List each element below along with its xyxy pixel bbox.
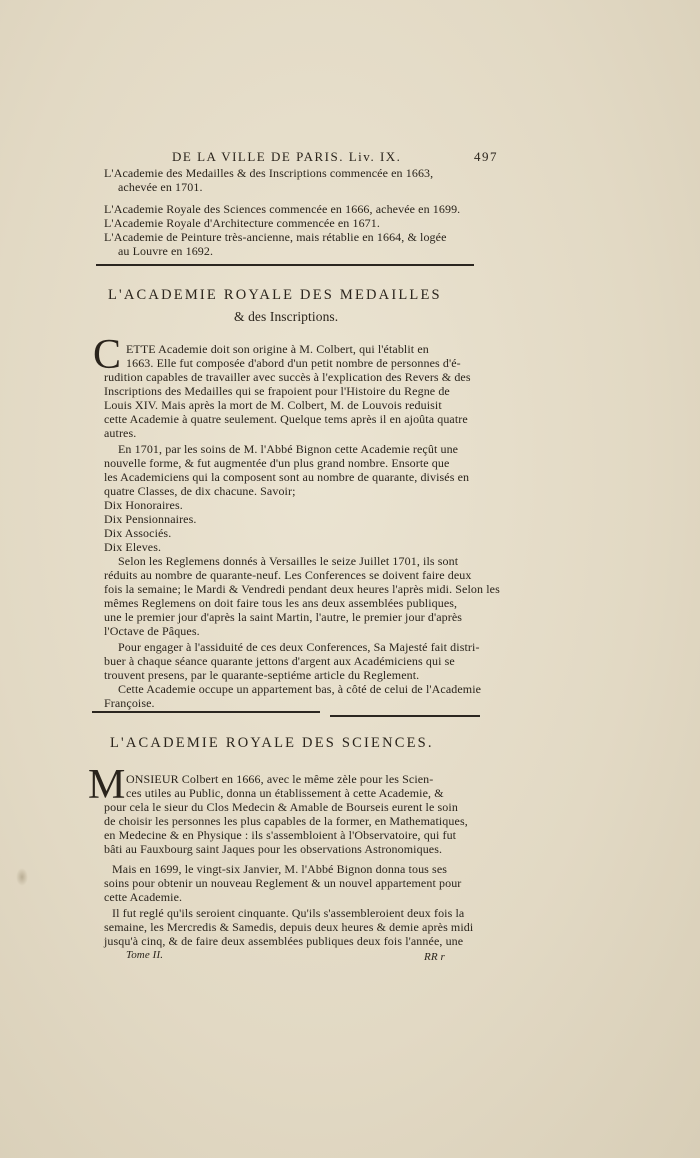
intro-line: achevée en 1701. [118,180,203,194]
body-line: rudition capables de travailler avec succès à l'explication des Revers & des [104,370,471,384]
body-line: jusqu'à cinq, & de faire deux assemblées publiques deux fois l'année, une [104,934,464,948]
intro-line: L'Academie Royale d'Architecture commencée en 1671. [104,216,380,230]
body-line: soins pour obtenir un nouveau Reglement & un nouvel appartement pour [104,876,462,890]
body-line: de choisir les personnes les plus capables de la former, en Mathematiques, [104,814,468,828]
body-line: Cette Academie occupe un appartement bas, à côté de celui de l'Academie [118,682,482,696]
class-list-item: Dix Associés. [104,526,172,540]
section-subtitle-medailles: & des Inscriptions. [234,309,339,324]
drop-cap: M [88,762,126,808]
body-line: Pour engager à l'assiduité de ces deux Conferences, Sa Majesté fait distri- [118,640,480,654]
body-line: Louis XIV. Mais après la mort de M. Colbert, M. de Louvois reduisit [104,398,442,412]
body-line: bâti au Fauxbourg saint Jaques pour les observations Astronomiques. [104,842,443,856]
body-line: en Medecine & en Physique : ils s'assembloient à l'Observatoire, qui fut [104,828,457,842]
section-divider-left [92,711,320,713]
body-line: une le premier jour d'après la saint Martin, l'autre, le premier jour d'après [104,610,463,624]
body-line: En 1701, par les soins de M. l'Abbé Bignon cette Academie reçût une [118,442,459,456]
body-line: l'Octave de Pâques. [104,624,200,638]
body-line: autres. [104,426,137,440]
volume-label: Tome II. [126,949,164,961]
intro-line: L'Academie Royale des Sciences commencée en 1666, achevée en 1699. [104,202,461,216]
body-line: Inscriptions des Medailles qui se frapoient pour l'Histoire du Regne de [104,384,450,398]
body-line: Françoise. [104,696,155,710]
body-line: 1663. Elle fut composée d'abord d'un petit nombre de personnes d'é- [126,356,461,370]
section-divider [96,264,474,266]
body-line: réduits au nombre de quarante-neuf. Les Conferences se doivent faire deux [104,568,472,582]
body-line: quatre Classes, de dix chacune. Savoir; [104,484,296,498]
body-line: trouvent presens, par le quarante-septiéme article du Reglement. [104,668,420,682]
body-line: mêmes Reglemens on doit faire tous les ans deux assemblées publiques, [104,596,458,610]
body-line: ONSIEUR Colbert en 1666, avec le même zèle pour les Scien- [126,772,434,786]
section-title-sciences: L'ACADEMIE ROYALE DES SCIENCES. [110,735,434,751]
page-number: 497 [474,149,498,164]
running-title: DE LA VILLE DE PARIS. Liv. IX. [172,149,402,164]
body-line: pour cela le sieur du Clos Medecin & Amable de Bourseis eurent le soin [104,800,458,814]
body-line: nouvelle forme, & fut augmentée d'un plus grand nombre. Ensorte que [104,456,450,470]
intro-line: au Louvre en 1692. [118,244,214,258]
paper-stain [16,868,28,886]
class-list-item: Dix Honoraires. [104,498,183,512]
body-line: Mais en 1699, le vingt-six Janvier, M. l'Abbé Bignon donna tous ses [112,862,448,876]
drop-cap: C [93,332,122,378]
body-line: buer à chaque séance quarante jettons d'argent aux Académiciens qui se [104,654,455,668]
intro-line: L'Academie de Peinture très-ancienne, mais rétablie en 1664, & logée [104,230,447,244]
class-list-item: Dix Pensionnaires. [104,512,197,526]
body-line: Selon les Reglemens donnés à Versailles le seize Juillet 1701, ils sont [118,554,459,568]
signature-mark: RR r [424,951,445,963]
section-divider-right [330,715,480,717]
body-line: cette Academie à quatre seulement. Quelque tems après il en ajoûta quatre [104,412,468,426]
body-line: cette Academie. [104,890,183,904]
class-list-item: Dix Eleves. [104,540,162,554]
body-line: les Academiciens qui la composent sont au nombre de quarante, divisés en [104,470,470,484]
body-line: ces utiles au Public, donna un établissement à cette Academie, & [126,786,444,800]
intro-line: L'Academie des Medailles & des Inscriptions commencée en 1663, [104,166,434,180]
body-line: fois la semaine; le Mardi & Vendredi pendant deux heures l'après midi. Selon les [104,582,500,596]
body-line: Il fut reglé qu'ils seroient cinquante. Qu'ils s'assembleroient deux fois la [112,906,465,920]
section-title-medailles: L'ACADEMIE ROYALE DES MEDAILLES [108,287,442,303]
body-line: semaine, les Mercredis & Samedis, depuis deux heures & demie après midi [104,920,474,934]
body-line: ETTE Academie doit son origine à M. Colbert, qui l'établit en [126,342,429,356]
